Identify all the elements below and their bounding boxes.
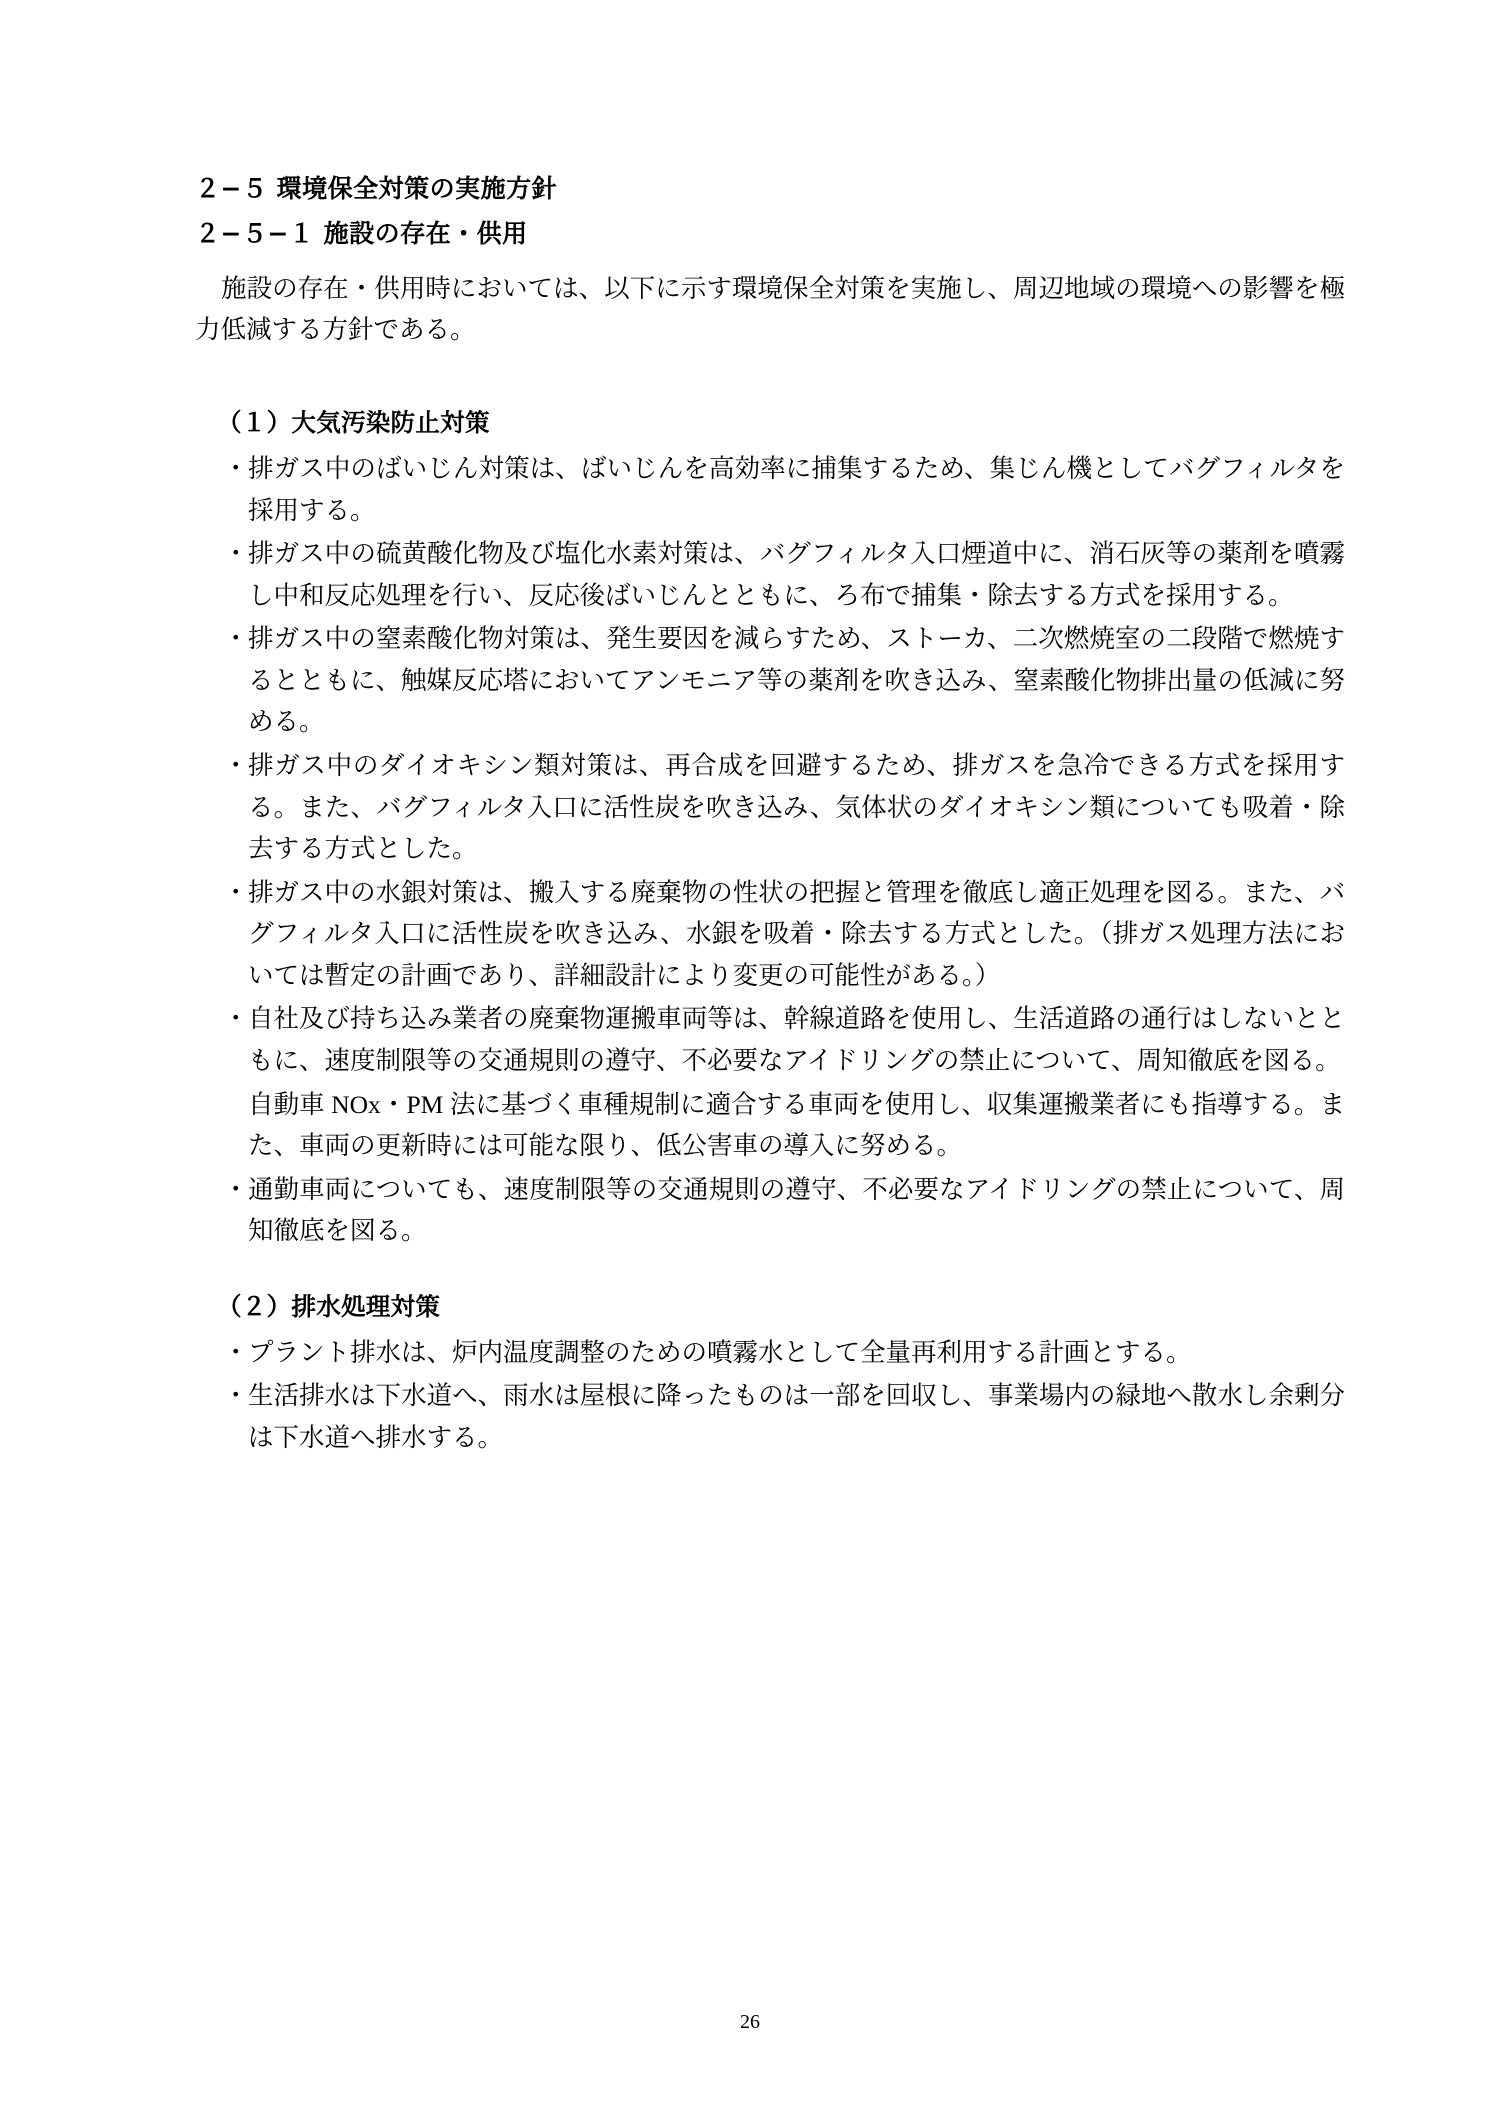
list-item [195, 448, 1345, 531]
document-body [195, 170, 1345, 1458]
list-item [195, 1332, 1345, 1374]
bullet-marker: ・ [223, 751, 249, 780]
spacer [195, 1254, 1345, 1288]
bullet-list-wastewater [195, 1332, 1345, 1459]
bullet-marker: ・ [223, 1381, 249, 1411]
list-item-text: 排ガス中の窒素酸化物対策は、発生要因を減らすため、ストーカ、二次燃焼室の二段階で燃焼するとともに、触媒反応塔においてアンモニア等の薬剤を吹き込み、窒素酸化物排出量の低減に努める。 [248, 624, 1346, 737]
list-item [195, 745, 1345, 870]
spacer [195, 358, 1345, 404]
list-item-continuation [195, 1084, 1345, 1167]
bullet-marker: ・ [223, 454, 249, 484]
bullet-marker: ・ [223, 1337, 249, 1367]
list-item-text: 自動車 NOx・PM 法に基づく車種規制に適合する車両を使用し、収集運搬業者にも指導する。また、車両の更新時には可能な限り、低公害車の導入に努める。 [248, 1089, 1345, 1161]
bullet-marker: ・ [223, 624, 249, 654]
bullet-marker: ・ [223, 877, 249, 907]
list-item-text: 排ガス中の水銀対策は、搬入する廃棄物の性状の把握と管理を徹底し適正処理を図る。また、バグフィルタ入口に活性炭を吹き込み、水銀を吸着・除去する方式とした。（排ガス処理方法においては暫定の計画であり、詳細設計により変更の可能性がある。） [248, 877, 1345, 990]
list-item-text: プラント排水は、炉内温度調整のための噴霧水として全量再利用する計画とする。 [248, 1337, 1192, 1367]
list-item-text: 通勤車両についても、速度制限等の交通規則の遵守、不必要なアイドリングの禁止について、周知徹底を図る。 [248, 1174, 1345, 1246]
intro-paragraph: 施設の存在・供用時においては、以下に示す環境保全対策を実施し、周辺地域の環境への影響を極力低減する方針である。 [195, 273, 1345, 344]
list-item-text: 排ガス中のダイオキシン類対策は、再合成を回避するため、排ガスを急冷できる方式を採用する。また、バグフィルタ入口に活性炭を吹き込み、気体状のダイオキシン類についても吸着・除去する方式とした。 [248, 751, 1345, 864]
bullet-marker: ・ [223, 539, 249, 569]
list-item [195, 1169, 1345, 1252]
page-number: 26 [740, 2011, 760, 2033]
list-item [195, 872, 1345, 997]
list-item [195, 533, 1345, 616]
section-heading-2-5-1: ２−５−１ 施設の存在・供用 [195, 218, 528, 248]
list-item-text: 自社及び持ち込み業者の廃棄物運搬車両等は、幹線道路を使用し、生活道路の通行はしないとともに、速度制限等の交通規則の遵守、不必要なアイドリングの禁止について、周知徹底を図る。 [248, 1004, 1345, 1075]
bullet-list-air-pollution [195, 448, 1345, 1252]
subsection-title-air-pollution: （１）大気汚染防止対策 [217, 408, 490, 438]
subsection-title-wastewater: （２）排水処理対策 [217, 1291, 441, 1321]
bullet-marker: ・ [223, 1004, 249, 1034]
list-item [195, 618, 1345, 743]
section-heading-2-5: ２−５ 環境保全対策の実施方針 [195, 174, 558, 203]
list-item [195, 1375, 1345, 1458]
list-item-text: 排ガス中の硫黄酸化物及び塩化水素対策は、バグフィルタ入口煙道中に、消石灰等の薬剤を噴霧し中和反応処理を行い、反応後ばいじんとともに、ろ布で捕集・除去する方式を採用する。 [248, 539, 1345, 610]
list-item-text: 排ガス中のばいじん対策は、ばいじんを高効率に捕集するため、集じん機としてバグフィルタを採用する。 [248, 454, 1345, 525]
list-item [195, 998, 1345, 1081]
list-item-text: 生活排水は下水道へ、雨水は屋根に降ったものは一部を回収し、事業場内の緑地へ散水し余剰分は下水道へ排水する。 [248, 1381, 1345, 1452]
bullet-marker: ・ [223, 1174, 249, 1204]
